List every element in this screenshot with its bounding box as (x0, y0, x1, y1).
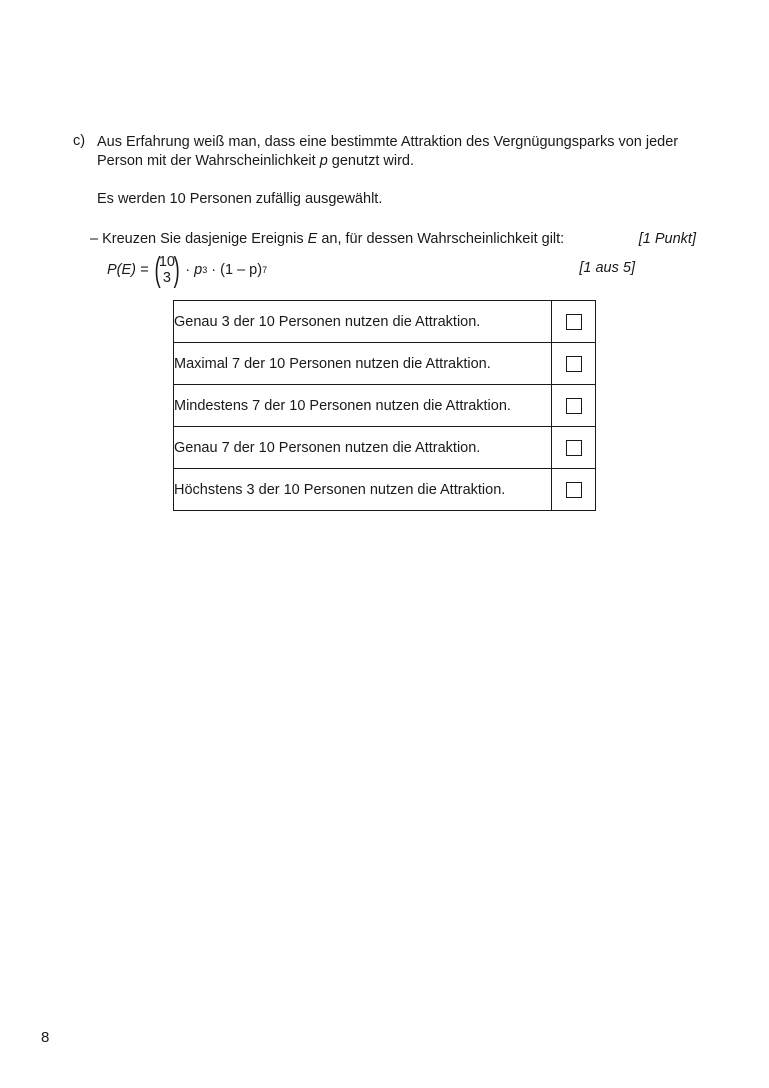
intro-line-1: Aus Erfahrung weiß man, dass eine bestimmte Attraktion des Vergnügungsparks von jeder (97, 134, 679, 150)
answer-format-label: [1 aus 5] (579, 260, 635, 276)
option-text-2: Maximal 7 der 10 Personen nutzen die Attraktion. (174, 343, 552, 385)
task-intro (97, 133, 697, 171)
option-checkbox-3[interactable] (566, 398, 582, 414)
left-paren: ( (154, 251, 161, 289)
points-label: [1 Punkt] (638, 231, 696, 247)
formula-p: p (194, 262, 203, 278)
option-row-2 (174, 343, 596, 385)
formula-factor: (1 – p) (220, 262, 263, 278)
option-row-5 (174, 469, 596, 511)
formula-dot-1: · (185, 262, 191, 278)
task-label: c) (73, 133, 86, 149)
task-instruction (90, 231, 564, 247)
intro-text-a: Person mit der Wahrscheinlichkeit (97, 153, 320, 169)
probability-variable: p (319, 153, 328, 169)
option-checkbox-2[interactable] (566, 356, 582, 372)
instruction-text-a: – Kreuzen Sie dasjenige Ereignis (90, 231, 308, 247)
option-row-4 (174, 427, 596, 469)
option-checkbox-1[interactable] (566, 314, 582, 330)
answer-options-table (173, 300, 596, 511)
instruction-text-b: an, für dessen Wahrscheinlichkeit gilt: (317, 231, 565, 247)
formula-exp-2: 7 (262, 265, 268, 275)
option-text-3: Mindestens 7 der 10 Personen nutzen die Attraktion. (174, 385, 552, 427)
binomial-coefficient (152, 253, 183, 287)
right-paren: ) (173, 251, 180, 289)
option-text-1: Genau 3 der 10 Personen nutzen die Attraktion. (174, 301, 552, 343)
formula-lhs: P(E) = (107, 262, 149, 278)
selection-statement: Es werden 10 Personen zufällig ausgewählt. (97, 191, 383, 207)
binom-top: 10 (158, 254, 175, 270)
page-number: 8 (41, 1029, 50, 1046)
option-checkbox-5[interactable] (566, 482, 582, 498)
option-text-5: Höchstens 3 der 10 Personen nutzen die Attraktion. (174, 469, 552, 511)
option-checkbox-4[interactable] (566, 440, 582, 456)
option-row-3 (174, 385, 596, 427)
formula-exp-1: 3 (202, 265, 208, 275)
event-variable: E (307, 231, 318, 247)
option-text-4: Genau 7 der 10 Personen nutzen die Attraktion. (174, 427, 552, 469)
intro-line-2 (97, 152, 697, 171)
binom-bottom: 3 (162, 270, 171, 286)
formula-dot-2: · (211, 262, 217, 278)
intro-text-b: genutzt wird. (327, 153, 415, 169)
option-row-1 (174, 301, 596, 343)
probability-formula (107, 252, 267, 288)
